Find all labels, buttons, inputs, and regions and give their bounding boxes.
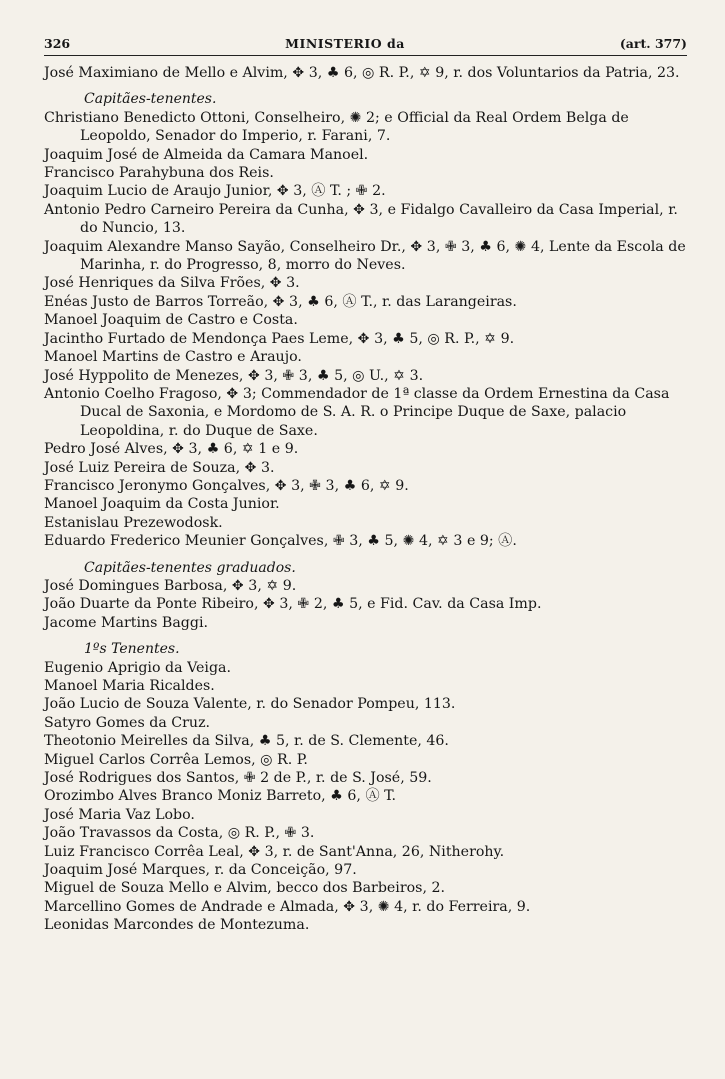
list-item: Christiano Benedicto Ottoni, Conselheiro, ✺ 2; e Official da Real Ordem Belga de Leopoldo, Senador do Imperio, r. Farani, 7. [44,109,629,145]
list-item: José Rodrigues dos Santos, ✙ 2 de P., r. de S. José, 59. [44,770,432,787]
list-item: José Maria Vaz Lobo. [44,806,195,823]
list-item: Marcellino Gomes de Andrade e Almada, ✥ 3, ✺ 4, r. do Ferreira, 9. [44,898,531,915]
list-item: Francisco Jeronymo Gonçalves, ✥ 3, ✙ 3, ♣ 6, ✡ 9. [44,477,409,494]
list-item: Satyro Gomes da Cruz. [44,714,211,731]
list-item: Luiz Francisco Corrêa Leal, ✥ 3, r. de Sant'Anna, 26, Nitherohy. [44,843,505,860]
list-item: José Hyppolito de Menezes, ✥ 3, ✙ 3, ♣ 5, ◎ U., ✡ 3. [44,367,424,384]
list-item: Antonio Coelho Fragoso, ✥ 3; Commendador de 1ª classe da Ordem Ernestina da Casa Ducal de Saxonia, e Mordomo de S. A. R. o Principe Duque de Saxe, palacio Leopoldina, r. do Duque de Saxe. [44,385,670,439]
list-item: Enéas Justo de Barros Torreão, ✥ 3, ♣ 6, Ⓐ T., r. das Larangeiras. [44,293,517,310]
list-item: Joaquim José de Almeida da Camara Manoel. [44,146,369,163]
running-title: MINISTERIO da [285,36,405,51]
section-heading: 1ºs Tenentes. [84,641,180,658]
list-item: João Duarte da Ponte Ribeiro, ✥ 3, ✙ 2, ♣ 5, e Fid. Cav. da Casa Imp. [44,596,542,613]
list-item: Orozimbo Alves Branco Moniz Barreto, ♣ 6, Ⓐ T. [44,788,397,805]
list-item: Jacome Martins Baggi. [44,614,209,631]
list-item: Joaquim Lucio de Araujo Junior, ✥ 3, Ⓐ T. ; ✙ 2. [44,183,386,200]
page-number: 326 [44,36,71,51]
list-item: Manoel Joaquim da Costa Junior. [44,496,280,513]
section-heading: Capitães-tenentes graduados. [84,559,296,576]
list-item: João Lucio de Souza Valente, r. do Senador Pompeu, 113. [44,696,456,713]
list-item: Francisco Parahybuna dos Reis. [44,165,274,182]
list-item: José Henriques da Silva Frões, ✥ 3. [44,275,300,292]
page-header [44,36,687,56]
directory-listing [44,64,687,935]
list-item: Theotonio Meirelles da Silva, ♣ 5, r. de S. Clemente, 46. [44,733,449,750]
list-item: João Travassos da Costa, ◎ R. P., ✙ 3. [44,825,315,842]
list-item: Joaquim José Marques, r. da Conceição, 97. [44,862,357,879]
list-item: Miguel Carlos Corrêa Lemos, ◎ R. P. [44,751,308,768]
list-item: Miguel de Souza Mello e Alvim, becco dos Barbeiros, 2. [44,880,445,897]
list-item: Joaquim Alexandre Manso Sayão, Conselheiro Dr., ✥ 3, ✙ 3, ♣ 6, ✺ 4, Lente da Escola de Marinha, r. do Progresso, 8, morro do Neves. [44,238,686,274]
list-item: Pedro José Alves, ✥ 3, ♣ 6, ✡ 1 e 9. [44,441,299,458]
list-item: Manoel Martins de Castro e Araujo. [44,349,302,366]
list-item: Manoel Joaquim de Castro e Costa. [44,312,298,329]
list-item: Antonio Pedro Carneiro Pereira da Cunha, ✥ 3, e Fidalgo Cavalleiro da Casa Imperial, r. do Nuncio, 13. [44,201,678,237]
list-item: José Luiz Pereira de Souza, ✥ 3. [44,459,275,476]
list-item: Eugenio Aprigio da Veiga. [44,659,231,676]
list-item: Eduardo Frederico Meunier Gonçalves, ✙ 3, ♣ 5, ✺ 4, ✡ 3 e 9; Ⓐ. [44,533,517,550]
article-ref: (art. 377) [619,36,687,51]
list-item: Manoel Maria Ricaldes. [44,678,215,694]
list-item: Leonidas Marcondes de Montezuma. [44,917,310,934]
section-heading: Capitães-tenentes. [84,91,217,108]
list-item: Estanislau Prezewodosk. [44,514,223,531]
list-item: José Maximiano de Mello e Alvim, ✥ 3, ♣ 6, ◎ R. P., ✡ 9, r. dos Voluntarios da Patria, 23. [44,65,680,81]
list-item: Jacintho Furtado de Mendonça Paes Leme, ✥ 3, ♣ 5, ◎ R. P., ✡ 9. [44,330,515,347]
list-item: José Domingues Barbosa, ✥ 3, ✡ 9. [44,577,297,594]
